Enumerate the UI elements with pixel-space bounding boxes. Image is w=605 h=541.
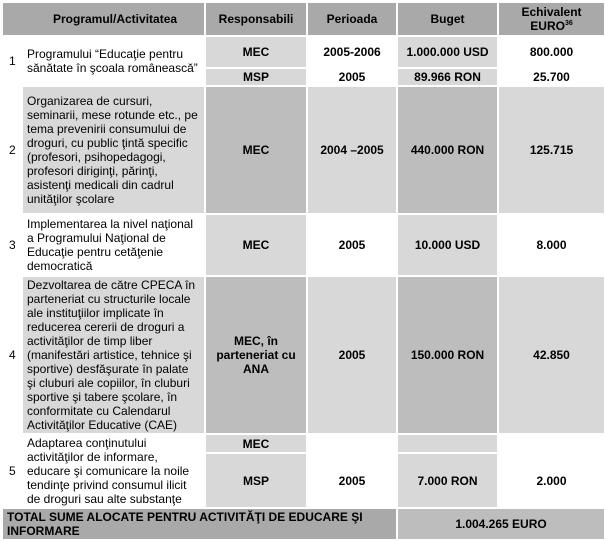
resp-cell: MEC (205, 434, 307, 453)
resp-cell: MEC (205, 86, 307, 214)
resp-cell: MEC (205, 214, 307, 276)
buget-cell (397, 434, 498, 453)
header-buget: Buget (397, 2, 498, 36)
activity-cell: Organizarea de cursuri, seminarii, mese rotunde etc., pe tema prevenirii consumului de droguri, cu public ţintă specific (profesori, psihopedagogi, profesori diriginţi, părinţi, asistenţi medicali din cadrul unităţilor şcolare (22, 86, 205, 214)
table-row-3 (2, 214, 605, 276)
total-row (2, 508, 605, 540)
resp-cell: MSP (205, 68, 307, 86)
row-number: 2 (2, 86, 22, 214)
activity-cell: Dezvoltarea de către CPECA în parteneriat cu structurile locale ale instituţiilor implicate în reducerea cererii de droguri a activităţilor de timp liber (manifestări artistice, tehnice şi sportive) desfăşurate în palate şi cluburi ale copiilor, în cluburi sportive şi tabere şcolare, în conformitate cu Calendarul Activităţilor Educative (CAE) (22, 276, 205, 434)
footnote-ref: 36 (564, 20, 573, 27)
activity-cell: Programului “Educaţie pentru sănătate în şcoala românească” (22, 36, 205, 86)
euro-cell: 125.715 (498, 86, 605, 214)
budget-table-container (1, 1, 604, 541)
budget-table (1, 1, 605, 541)
header-row (2, 2, 605, 36)
resp-cell: MEC, în parteneriat cu ANA (205, 276, 307, 434)
perioada-cell: 2005 (307, 453, 397, 508)
buget-cell: 440.000 RON (397, 86, 498, 214)
header-echivalent (498, 2, 605, 36)
euro-cell: 800.000 (498, 36, 605, 68)
buget-cell: 89.966 RON (397, 68, 498, 86)
header-echivalent-label: Echivalent EURO (521, 5, 582, 33)
euro-cell: 2.000 (498, 453, 605, 508)
header-program: Programul/Activitatea (2, 2, 205, 36)
total-label: TOTAL SUME ALOCATE PENTRU ACTIVITĂŢI DE EDUCARE ŞI INFORMARE (2, 508, 397, 540)
perioada-cell: 2005 (307, 68, 397, 86)
perioada-cell: 2004 –2005 (307, 86, 397, 214)
perioada-cell: 2005 (307, 214, 397, 276)
euro-cell: 8.000 (498, 214, 605, 276)
activity-cell: Implementarea la nivel naţional a Programului Naţional de Educaţie pentru cetăţenie democratică (22, 214, 205, 276)
buget-cell: 10.000 USD (397, 214, 498, 276)
header-perioada: Perioada (307, 2, 397, 36)
header-responsabili: Responsabili (205, 2, 307, 36)
row-number: 1 (2, 36, 22, 86)
buget-cell: 7.000 RON (397, 453, 498, 508)
buget-cell: 150.000 RON (397, 276, 498, 434)
table-row-2 (2, 86, 605, 214)
perioada-cell: 2005 (307, 276, 397, 434)
resp-cell: MSP (205, 453, 307, 508)
perioada-cell (307, 434, 397, 453)
row-number: 3 (2, 214, 22, 276)
resp-cell: MEC (205, 36, 307, 68)
euro-cell: 25.700 (498, 68, 605, 86)
table-row-5a (2, 434, 605, 453)
table-row-1a (2, 36, 605, 68)
euro-cell (498, 434, 605, 453)
table-row-4 (2, 276, 605, 434)
perioada-cell: 2005-2006 (307, 36, 397, 68)
row-number: 5 (2, 434, 22, 508)
euro-cell: 42.850 (498, 276, 605, 434)
row-number: 4 (2, 276, 22, 434)
activity-cell: Adaptarea conţinutului activităţilor de informare, educare şi comunicare la noile tendinţe privind consumul ilicit de droguri sau alte substanţe (22, 434, 205, 508)
buget-cell: 1.000.000 USD (397, 36, 498, 68)
total-value: 1.004.265 EURO (397, 508, 605, 540)
